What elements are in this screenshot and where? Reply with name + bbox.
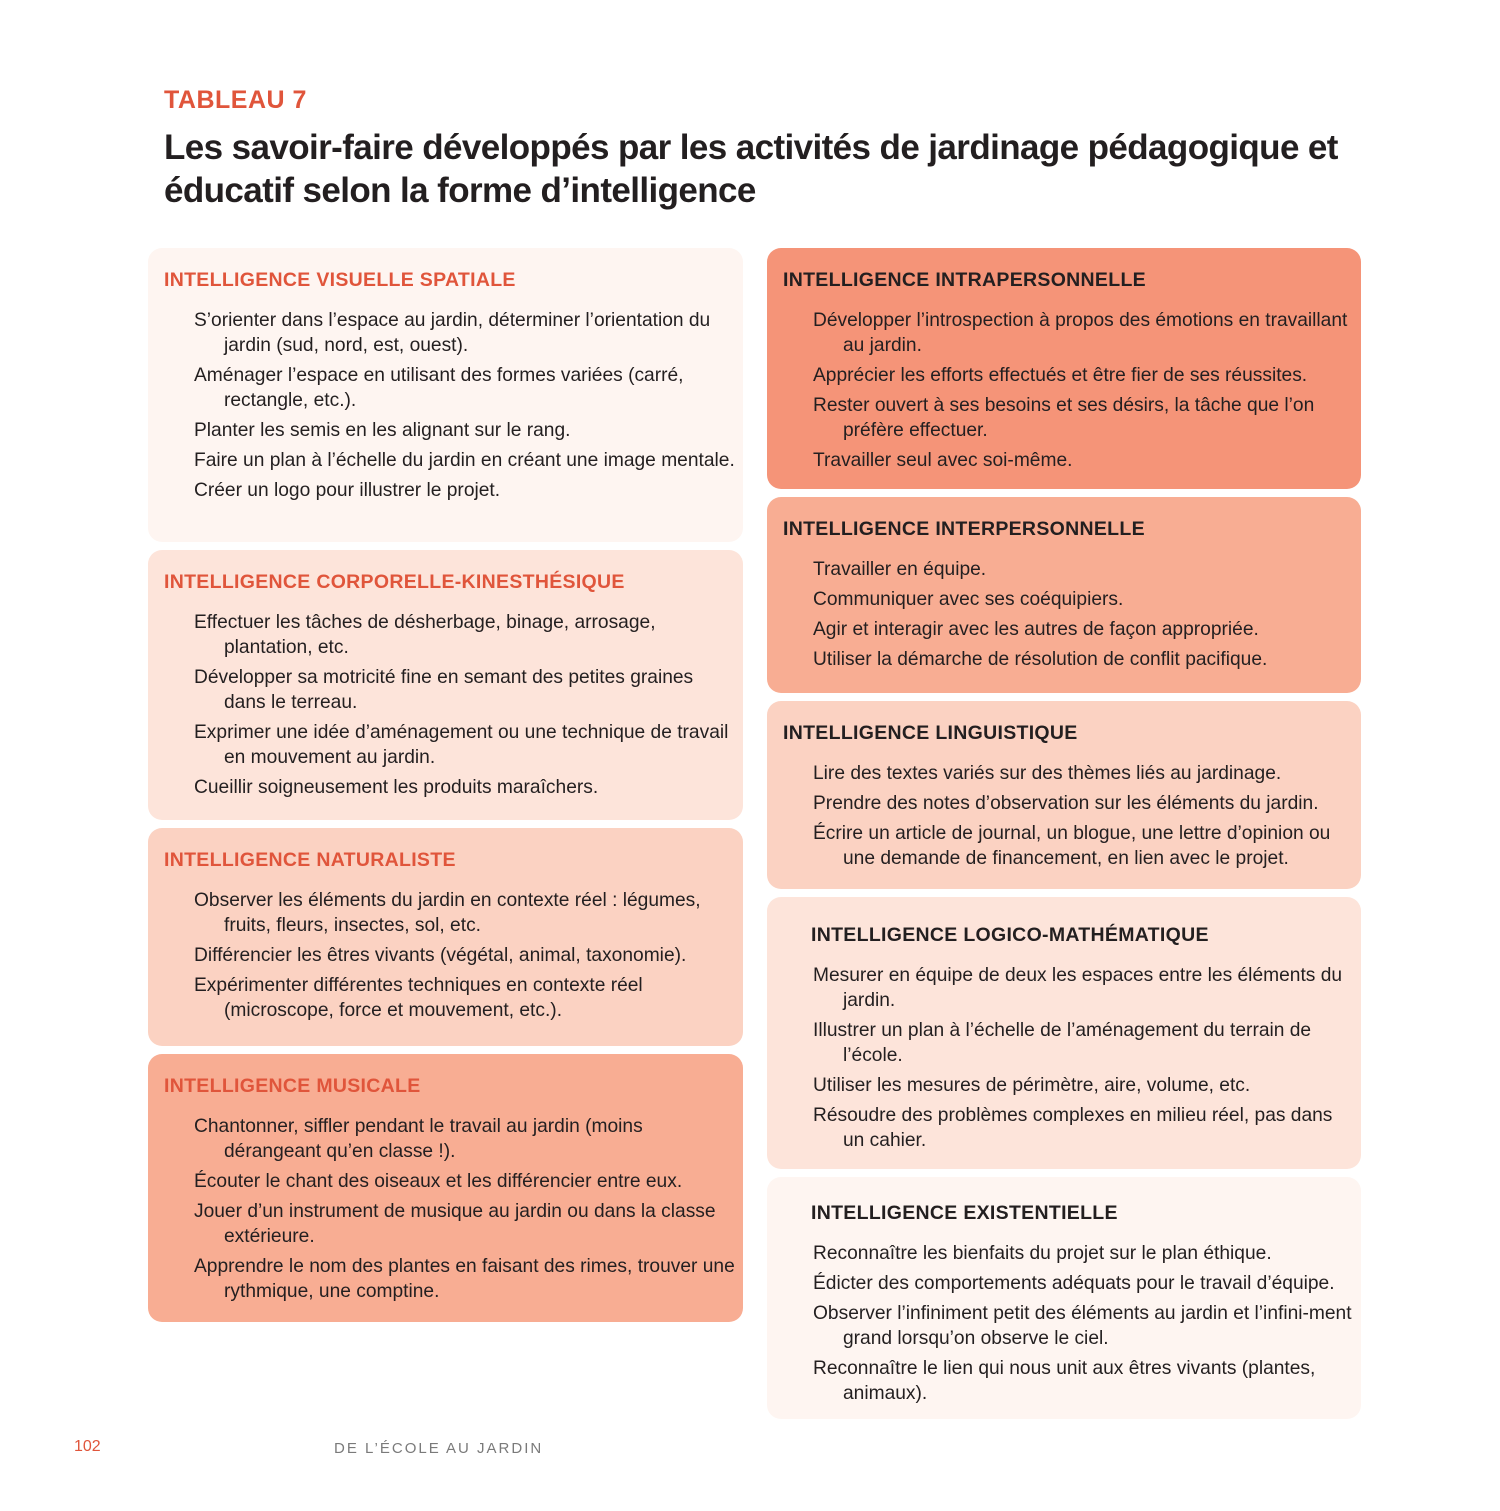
list-item: Agir et interagir avec les autres de façon appropriée. (813, 619, 1259, 640)
list-item: Rester ouvert à ses besoins et ses désirs, la tâche que l’on préfère effectuer. (813, 395, 1315, 441)
card-list (783, 308, 1355, 473)
list-item: Utiliser les mesures de périmètre, aire, volume, etc. (813, 1075, 1251, 1096)
card-list (783, 963, 1355, 1153)
card-title: INTELLIGENCE LINGUISTIQUE (783, 722, 1078, 744)
card-title: INTELLIGENCE INTERPERSONNELLE (783, 518, 1145, 540)
list-item: Jouer d’un instrument de musique au jardin ou dans la classe extérieure. (194, 1201, 716, 1247)
list-item: Lire des textes variés sur des thèmes liés au jardinage. (813, 763, 1282, 784)
list-item: Planter les semis en les alignant sur le rang. (194, 420, 571, 441)
list-item: Différencier les êtres vivants (végétal, animal, taxonomie). (194, 945, 687, 966)
left-column (148, 248, 743, 1330)
list-item: S’orienter dans l’espace au jardin, déterminer l’orientation du jardin (sud, nord, est, ouest). (194, 310, 711, 356)
card-title: INTELLIGENCE INTRAPERSONNELLE (783, 269, 1146, 291)
card-intrapersonnelle (767, 248, 1361, 489)
card-list (164, 1114, 737, 1304)
list-item: Cueillir soigneusement les produits maraîchers. (194, 777, 599, 798)
list-item: Écouter le chant des oiseaux et les différencier entre eux. (194, 1171, 683, 1192)
card-musicale (148, 1054, 743, 1322)
list-item: Écrire un article de journal, un blogue, une lettre d’opinion ou une demande de financement, en lien avec le projet. (813, 823, 1331, 869)
book-title: DE L’ÉCOLE AU JARDIN (334, 1440, 544, 1457)
page-number: 102 (74, 1438, 101, 1455)
card-logico-mathematique (767, 897, 1361, 1169)
list-item: Illustrer un plan à l’échelle de l’aménagement du terrain de l’école. (813, 1020, 1312, 1066)
list-item: Développer sa motricité fine en semant des petites graines dans le terreau. (194, 667, 694, 713)
list-item: Faire un plan à l’échelle du jardin en créant une image mentale. (194, 450, 735, 471)
card-naturaliste (148, 828, 743, 1046)
table-label: TABLEAU 7 (164, 86, 307, 114)
card-list (783, 557, 1355, 672)
card-title: INTELLIGENCE NATURALISTE (164, 849, 456, 871)
card-list (164, 308, 737, 503)
page-title: Les savoir-faire développés par les activités de jardinage pédagogique et éducatif selon la forme d’intelligence (164, 128, 1338, 210)
card-title: INTELLIGENCE MUSICALE (164, 1075, 421, 1097)
card-list (783, 761, 1355, 871)
list-item: Mesurer en équipe de deux les espaces entre les éléments du jardin. (813, 965, 1343, 1011)
list-item: Créer un logo pour illustrer le projet. (194, 480, 501, 501)
list-item: Prendre des notes d’observation sur les éléments du jardin. (813, 793, 1319, 814)
card-title: INTELLIGENCE CORPORELLE-KINESTHÉSIQUE (164, 571, 625, 593)
list-item: Exprimer une idée d’aménagement ou une technique de travail en mouvement au jardin. (194, 722, 729, 768)
card-list (164, 888, 737, 1023)
list-item: Apprécier les efforts effectués et être fier de ses réussites. (813, 365, 1308, 386)
right-column (767, 248, 1361, 1427)
list-item: Utiliser la démarche de résolution de conflit pacifique. (813, 649, 1268, 670)
list-item: Observer l’infiniment petit des éléments au jardin et l’infini-ment grand lorsqu’on observe le ciel. (813, 1303, 1352, 1349)
list-item: Travailler seul avec soi-même. (813, 450, 1073, 471)
list-item: Communiquer avec ses coéquipiers. (813, 589, 1124, 610)
list-item: Chantonner, siffler pendant le travail au jardin (moins dérangeant qu’en classe !). (194, 1116, 643, 1162)
list-item: Aménager l’espace en utilisant des formes variées (carré, rectangle, etc.). (194, 365, 684, 411)
card-title: INTELLIGENCE LOGICO-MATHÉMATIQUE (811, 924, 1209, 946)
list-item: Résoudre des problèmes complexes en milieu réel, pas dans un cahier. (813, 1105, 1333, 1151)
list-item: Observer les éléments du jardin en contexte réel : légumes, fruits, fleurs, insectes, sol, etc. (194, 890, 701, 936)
list-item: Effectuer les tâches de désherbage, binage, arrosage, plantation, etc. (194, 612, 656, 658)
list-item: Reconnaître le lien qui nous unit aux êtres vivants (plantes, animaux). (813, 1358, 1316, 1404)
card-linguistique (767, 701, 1361, 889)
card-list (783, 1241, 1355, 1406)
card-existentielle (767, 1177, 1361, 1419)
card-title: INTELLIGENCE EXISTENTIELLE (811, 1202, 1118, 1224)
card-interpersonnelle (767, 497, 1361, 693)
list-item: Reconnaître les bienfaits du projet sur le plan éthique. (813, 1243, 1272, 1264)
card-title: INTELLIGENCE VISUELLE SPATIALE (164, 269, 516, 291)
list-item: Développer l’introspection à propos des émotions en travaillant au jardin. (813, 310, 1348, 356)
list-item: Édicter des comportements adéquats pour le travail d’équipe. (813, 1273, 1335, 1294)
card-list (164, 610, 737, 800)
card-corporelle-kinesthesique (148, 550, 743, 820)
list-item: Travailler en équipe. (813, 559, 987, 580)
list-item: Apprendre le nom des plantes en faisant des rimes, trouver une rythmique, une comptine. (194, 1256, 735, 1302)
card-visuelle-spatiale (148, 248, 743, 542)
list-item: Expérimenter différentes techniques en contexte réel (microscope, force et mouvement, etc.). (194, 975, 643, 1021)
